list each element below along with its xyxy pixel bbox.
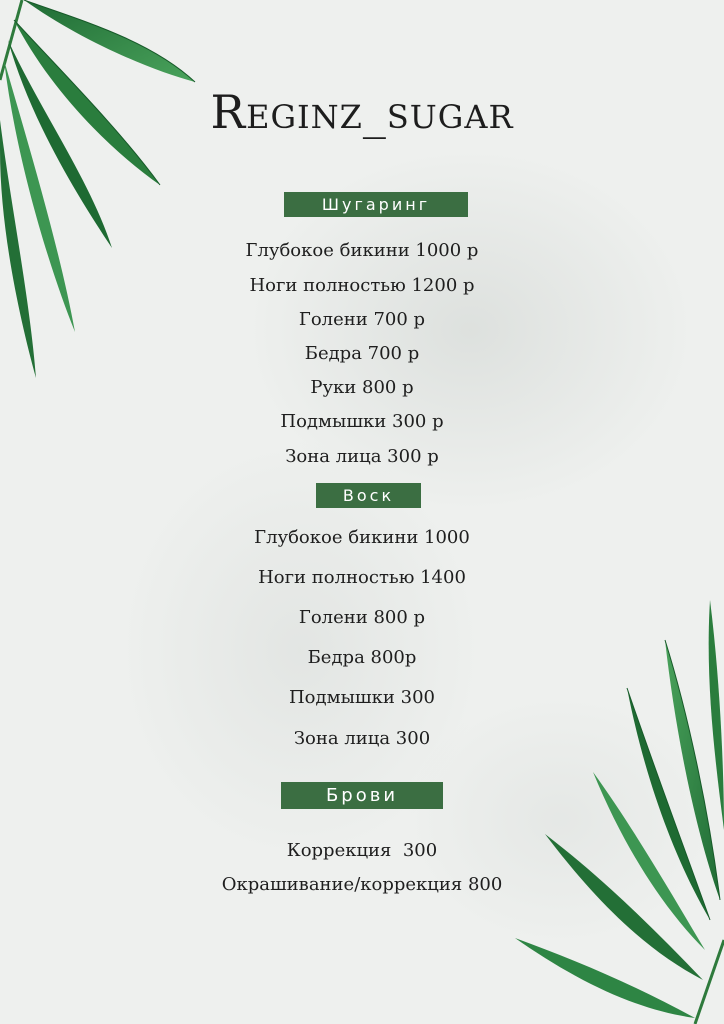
- price-item: Зона лица 300: [293, 728, 431, 749]
- price-item: Глубокое бикини 1000: [254, 527, 470, 548]
- price-item: Голени 700 р: [298, 309, 426, 330]
- price-item: Подмышки 300: [288, 687, 435, 708]
- price-item: Ноги полностью 1200 р: [249, 275, 475, 296]
- page-title: Reginz_sugar: [210, 85, 514, 139]
- price-item: Зона лица 300 р: [285, 446, 439, 467]
- price-item: Подмышки 300 р: [280, 411, 444, 432]
- price-item: Бедра 800р: [307, 647, 417, 668]
- price-item: Бедра 700 р: [304, 343, 420, 364]
- price-item: Руки 800 р: [310, 377, 414, 398]
- price-item: Голени 800 р: [298, 607, 426, 628]
- price-item: Глубокое бикини 1000 р: [245, 240, 479, 261]
- price-item: Коррекция 300: [286, 840, 438, 861]
- section-label-wax: Воск: [316, 483, 421, 508]
- price-item: Ноги полностью 1400: [258, 567, 466, 588]
- section-label-sugaring: Шугаринг: [284, 192, 468, 217]
- section-label-brows: Брови: [281, 782, 443, 809]
- price-item: Окрашивание/коррекция 800: [221, 874, 503, 895]
